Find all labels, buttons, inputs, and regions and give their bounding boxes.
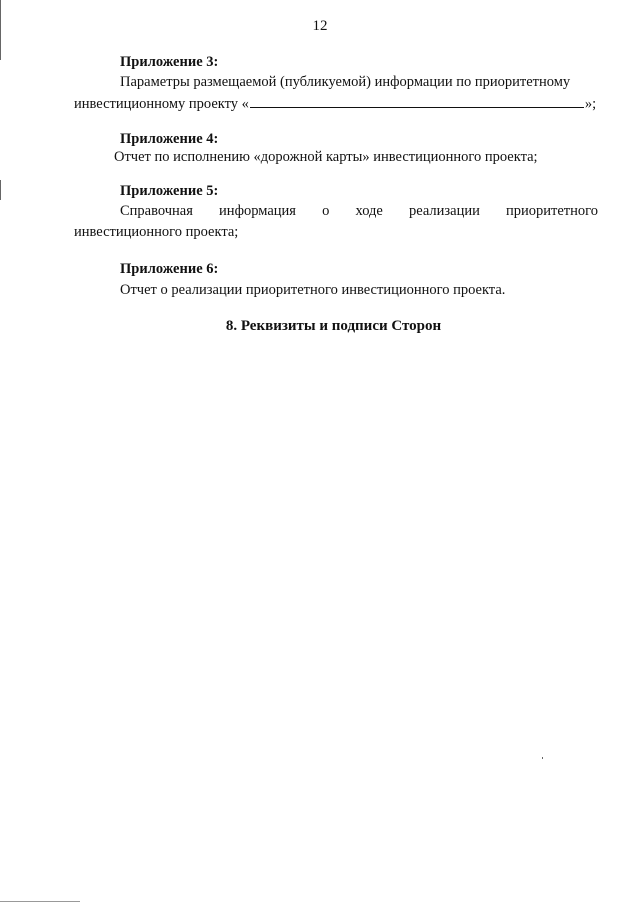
appendix-3-line-2-prefix: инвестиционному проекту « [74,96,249,112]
appendix-4-heading: Приложение 4: [120,131,219,147]
page-number: 12 [312,18,328,34]
scan-speck [542,757,543,759]
appendix-3-line-2-suffix: »; [584,96,597,112]
scan-edge-mark [0,901,80,902]
appendix-5-line-2: инвестиционного проекта; [74,224,239,240]
appendix-6-heading: Приложение 6: [120,261,219,277]
appendix-4-line-1: Отчет по исполнению «дорожной карты» инвестиционного проекта; [114,149,538,165]
appendix-3-line-2 [74,95,596,113]
scan-edge-mark [0,180,1,200]
scan-edge-mark [0,0,1,60]
appendix-6-line-1: Отчет о реализации приоритетного инвестиционного проекта. [120,282,506,298]
section-8-title: 8. Реквизиты и подписи Сторон [225,318,442,334]
appendix-5-line-1: Справочная информация о ходе реализации приоритетного [120,203,598,219]
project-name-blank [250,95,584,108]
appendix-5-heading: Приложение 5: [120,183,219,199]
appendix-3-line-1: Параметры размещаемой (публикуемой) информации по приоритетному [120,74,571,90]
appendix-3-heading: Приложение 3: [120,54,219,70]
